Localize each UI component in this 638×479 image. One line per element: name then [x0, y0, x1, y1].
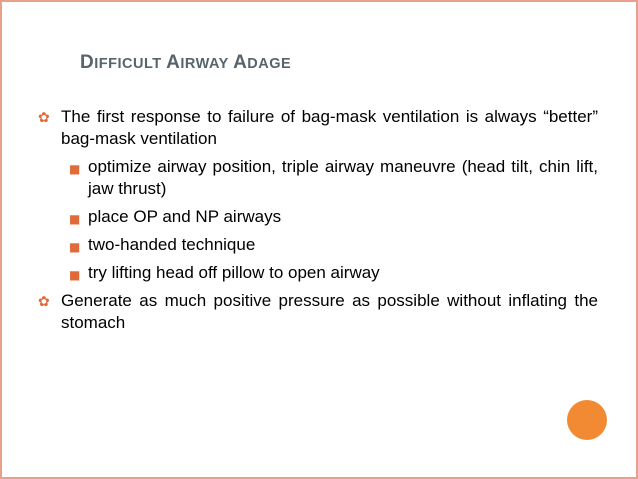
title-rest-3: DAGE	[247, 56, 292, 72]
bullet-item	[38, 106, 598, 150]
square-bullet-icon: ■	[69, 212, 81, 226]
sub-bullet-item	[61, 234, 598, 256]
title-rest-1: IFFICULT	[94, 56, 167, 72]
sub-bullet-text: try lifting head off pillow to open airway	[88, 263, 380, 282]
sub-bullet-item	[61, 156, 598, 200]
flower-bullet-icon: ✿	[38, 294, 50, 310]
sub-bullet-item	[61, 206, 598, 228]
sub-bullet-item	[61, 262, 598, 284]
title-rest-2: IRWAY	[180, 56, 234, 72]
decorative-circle-icon	[567, 400, 607, 440]
square-bullet-icon: ■	[69, 268, 81, 282]
title-cap-3: A	[233, 52, 248, 73]
slide-content	[38, 106, 598, 340]
sub-bullet-text: optimize airway position, triple airway maneuvre (head tilt, chin lift, jaw thrust)	[88, 157, 598, 198]
title-cap-1: D	[80, 52, 95, 73]
sub-bullet-text: two-handed technique	[88, 235, 256, 254]
bullet-text: The first response to failure of bag-mask ventilation is always “better” bag-mask ventilation	[61, 107, 598, 148]
square-bullet-icon: ■	[69, 240, 81, 254]
title-cap-2: A	[166, 52, 181, 73]
square-bullet-icon: ■	[69, 162, 81, 176]
sub-bullet-text: place OP and NP airways	[88, 207, 282, 226]
bullet-text: Generate as much positive pressure as possible without inflating the stomach	[61, 291, 598, 332]
bullet-item	[38, 290, 598, 334]
slide-title	[80, 52, 291, 74]
flower-bullet-icon: ✿	[38, 110, 50, 126]
